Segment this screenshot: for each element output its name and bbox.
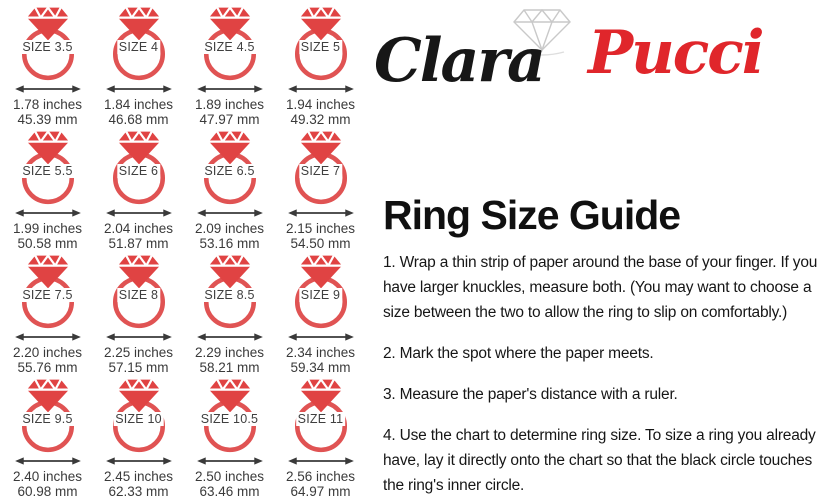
diameter-inches: 2.20 inches (12, 345, 83, 360)
ring-size-label: SIZE 10.5 (200, 412, 259, 426)
diameter-inches: 2.04 inches (103, 221, 174, 236)
ring-size-cell (2, 127, 93, 251)
ring-size-label: SIZE 10 (115, 412, 162, 426)
instruction-step-3: 3. Measure the paper's distance with a ruler. (383, 386, 678, 403)
diameter-inches: 1.78 inches (12, 97, 83, 112)
instruction-step-2: 2. Mark the spot where the paper meets. (383, 345, 654, 362)
ring-size-cell (2, 375, 93, 499)
ring-size-cell (2, 3, 93, 127)
ring-size-label: SIZE 3.5 (22, 40, 73, 54)
ring-size-cell (184, 127, 275, 251)
diameter-inches: 2.34 inches (285, 345, 356, 360)
ring-size-cell (2, 251, 93, 375)
diameter-mm: 60.98 mm (17, 484, 78, 499)
ring-size-label: SIZE 7 (300, 164, 341, 178)
ring-size-label: SIZE 6 (118, 164, 159, 178)
diameter-inches: 2.25 inches (103, 345, 174, 360)
diameter-mm: 47.97 mm (199, 112, 260, 127)
ring-size-cell (275, 251, 366, 375)
diameter-inches: 2.50 inches (194, 469, 265, 484)
diameter-mm: 54.50 mm (290, 236, 351, 251)
diameter-inches: 2.45 inches (103, 469, 174, 484)
ring-size-cell (275, 127, 366, 251)
ring-size-label: SIZE 8 (118, 288, 159, 302)
ring-size-cell (93, 127, 184, 251)
ring-size-label: SIZE 8.5 (204, 288, 255, 302)
diameter-mm: 64.97 mm (290, 484, 351, 499)
diameter-inches: 2.40 inches (12, 469, 83, 484)
diameter-mm: 58.21 mm (199, 360, 260, 375)
diameter-mm: 59.34 mm (290, 360, 351, 375)
ring-size-label: SIZE 6.5 (204, 164, 255, 178)
page-title: Ring Size Guide (383, 192, 681, 238)
diameter-mm: 57.15 mm (108, 360, 169, 375)
ring-size-label: SIZE 9.5 (22, 412, 73, 426)
diameter-inches: 2.15 inches (285, 221, 356, 236)
ring-size-label: SIZE 7.5 (22, 288, 73, 302)
ring-size-cell (275, 3, 366, 127)
ring-size-cell (184, 3, 275, 127)
ring-size-label: SIZE 9 (300, 288, 341, 302)
brand-name-pucci: Pucci (588, 18, 763, 88)
diameter-mm: 46.68 mm (108, 112, 169, 127)
ring-size-cell (93, 3, 184, 127)
ring-size-label: SIZE 4.5 (204, 40, 255, 54)
ring-size-cell (275, 375, 366, 499)
ring-size-label: SIZE 11 (297, 412, 344, 426)
ring-size-cell (93, 251, 184, 375)
diameter-mm: 50.58 mm (17, 236, 78, 251)
diameter-mm: 63.46 mm (199, 484, 260, 499)
diameter-inches: 1.94 inches (285, 97, 356, 112)
diameter-mm: 51.87 mm (108, 236, 169, 251)
ring-size-cell (93, 375, 184, 499)
diameter-inches: 2.09 inches (194, 221, 265, 236)
ring-size-label: SIZE 5.5 (22, 164, 73, 178)
diameter-inches: 1.89 inches (194, 97, 265, 112)
diameter-inches: 2.29 inches (194, 345, 265, 360)
diameter-mm: 45.39 mm (17, 112, 78, 127)
diameter-inches: 1.99 inches (12, 221, 83, 236)
diameter-mm: 49.32 mm (290, 112, 351, 127)
instructions (383, 250, 835, 501)
ring-size-label: SIZE 5 (300, 40, 341, 54)
brand-name-clara: Clara (374, 26, 544, 96)
ring-size-chart (2, 3, 368, 501)
ring-size-label: SIZE 4 (118, 40, 159, 54)
diameter-mm: 62.33 mm (108, 484, 169, 499)
ring-size-cell (184, 375, 275, 499)
diameter-inches: 2.56 inches (285, 469, 356, 484)
instruction-step-4: 4. Use the chart to determine ring size. To size a ring you already have, lay it directly onto the chart so that the black circle touches the ring's inner circle. (383, 427, 816, 494)
ring-size-cell (184, 251, 275, 375)
instruction-step-1: 1. Wrap a thin strip of paper around the base of your finger. If you have larger knuckles, measure both. (You may want to choose a size between the two to allow the ring to slip on comfortably.) (383, 254, 818, 321)
diameter-mm: 55.76 mm (17, 360, 78, 375)
diameter-inches: 1.84 inches (103, 97, 174, 112)
diameter-mm: 53.16 mm (199, 236, 260, 251)
